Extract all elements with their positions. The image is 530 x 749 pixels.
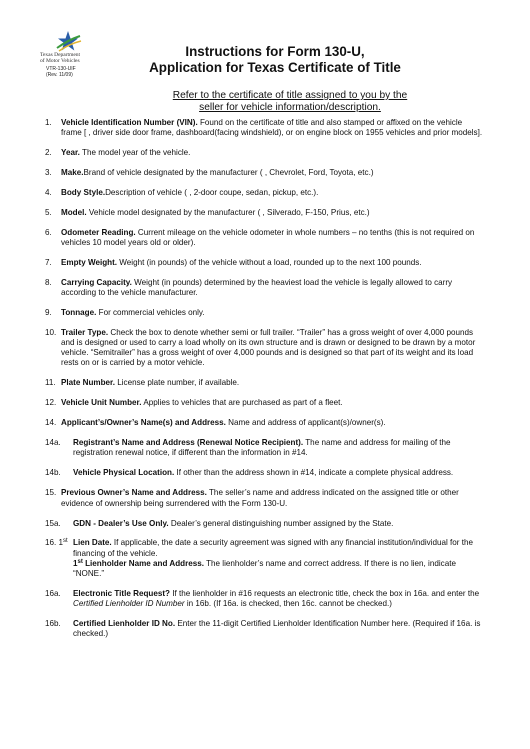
item-desc: Found on the certificate of title and also stamped or affixed on the vehicle frame [ , driver side door frame, dashboard(facing windshield), or on engine block on 1955 vehicles and prior models]. (61, 118, 483, 138)
list-item (45, 488, 483, 508)
item-term: Registrant’s Name and Address (Renewal Notice Recipient). (73, 438, 304, 448)
title-line-1: Instructions for Form 130-U, (185, 44, 365, 59)
revision-date: (Rev. 11/09) (46, 72, 73, 78)
agency-name (40, 52, 80, 64)
item-term: Vehicle Physical Location. (73, 468, 175, 478)
page-subtitle (130, 90, 450, 114)
list-item (45, 188, 483, 198)
item-desc: Applies to vehicles that are purchased as part of a fleet. (141, 398, 343, 408)
item-text (73, 538, 483, 578)
list-item (45, 148, 483, 158)
item-desc: If the lienholder in #16 requests an electronic title, check the box in 16a. and enter the (170, 588, 480, 598)
list-item (45, 168, 483, 178)
item-number: 2. (45, 148, 52, 158)
item-term: GDN - Dealer’s Use Only. (73, 518, 169, 528)
list-item (45, 228, 483, 248)
item-term: Make. (61, 168, 84, 178)
item-desc: License plate number, if available. (114, 378, 240, 388)
item-number: 4. (45, 188, 52, 198)
item-term: Applicant’s/Owner’s Name(s) and Address. (61, 418, 226, 428)
item-desc: For commercial vehicles only. (96, 308, 205, 318)
list-item (45, 208, 483, 218)
star-logo-icon (54, 30, 82, 52)
item-text (61, 308, 483, 318)
item-number: 15a. (45, 518, 61, 528)
item-text (73, 589, 483, 609)
list-item (45, 468, 483, 478)
item-number: 9. (45, 308, 52, 318)
item-desc-cont: in 16b. (If 16a. is checked, then 16c. cannot be checked.) (184, 598, 392, 608)
item-text (61, 168, 483, 178)
list-item (45, 398, 483, 408)
item-text (61, 328, 483, 368)
item-desc: Brand of vehicle designated by the manufacturer ( , Chevrolet, Ford, Toyota, etc.) (83, 168, 374, 178)
form-id: VTR-130-UIF (46, 66, 76, 72)
item-term: Certified Lienholder ID No. (73, 618, 176, 628)
item-text (61, 208, 483, 218)
item-desc: If other than the address shown in #14, indicate a complete physical address. (174, 468, 454, 478)
item-number: 10. (45, 328, 57, 338)
item-number: 6. (45, 228, 52, 238)
item-number: 12. (45, 398, 57, 408)
item-term: Model. (61, 208, 87, 218)
instruction-list (45, 118, 483, 649)
item-desc: If applicable, the date a security agreement was signed with any financial institution/individual for the financing of the vehicle. (73, 538, 473, 558)
item-text (61, 278, 483, 298)
item-number: 7. (45, 258, 52, 268)
list-item-16 (45, 538, 483, 578)
item-term: Vehicle Unit Number. (61, 398, 142, 408)
item-number: 15. (45, 488, 57, 498)
item-number: 8. (45, 278, 52, 288)
item-term: Lien Date. (73, 538, 112, 548)
item-desc: Description of vehicle ( , 2-door coupe, sedan, pickup, etc.). (105, 188, 319, 198)
item-term: Empty Weight. (61, 258, 118, 268)
ordinal-suffix: st (77, 558, 83, 565)
item-number: 3. (45, 168, 52, 178)
title-line-2: Application for Texas Certificate of Title (149, 60, 401, 75)
item-term: Vehicle Identification Number (VIN). (61, 118, 198, 127)
item-desc: Weight (in pounds) of the vehicle without a load, rounded up to the next 100 pounds. (117, 258, 422, 268)
item-number: 16b. (45, 618, 61, 628)
list-item (45, 308, 483, 318)
item-text (61, 418, 483, 428)
item-text (61, 188, 483, 198)
list-item (45, 619, 483, 639)
form-id-block (46, 66, 76, 78)
item-text (61, 148, 483, 158)
subtitle-line-2: seller for vehicle information/description. (199, 102, 381, 113)
item-desc: The seller’s name and address indicated on the assigned title or other evidence of ownership being surrendered with the Form 130-U. (61, 488, 459, 508)
item-desc: Check the box to denote whether semi or full trailer. “Trailer” has a gross weight of over 4,000 pounds and is designed or used to carry a load wholly on its own structure and is drawn or designed to be drawn by a motor vehicle. “Semitrailer” has a gross weight of over 4,000 pounds and is designed so that part of its weight and its load rests on or is carried by a motor vehicle. (61, 328, 476, 368)
item-term: Carrying Capacity. (61, 278, 132, 288)
item-number (45, 538, 69, 578)
list-item (45, 328, 483, 368)
item-term: Body Style. (61, 188, 106, 198)
item-number-text: 1 (73, 558, 78, 568)
item-term: Previous Owner’s Name and Address. (61, 488, 207, 498)
list-item (45, 519, 483, 529)
item-number: 16a. (45, 588, 61, 598)
agency-line-2: of Motor Vehicles (40, 58, 80, 64)
item-number: 14b. (45, 468, 61, 478)
item-desc: Enter the 11-digit Certified Lienholder Identification Number here. (Required if 16a. is checked.) (73, 618, 481, 638)
item-desc: Current mileage on the vehicle odometer in whole numbers – no tenths (this is not required on vehicles 10 model years old or older). (61, 228, 475, 248)
list-item (45, 258, 483, 268)
item-term: Lienholder Name and Address. (85, 558, 204, 568)
item-term: Plate Number. (61, 378, 115, 388)
ordinal-suffix: st (63, 538, 68, 545)
item-text (61, 488, 483, 508)
item-text (73, 619, 483, 639)
list-item (45, 118, 483, 138)
item-text (61, 398, 483, 408)
item-term: Odometer Reading. (61, 228, 136, 238)
item-text (61, 258, 483, 268)
item-text (73, 468, 483, 478)
item-term: Year. (61, 148, 80, 158)
item-number: 11. (45, 378, 56, 388)
item-desc: Weight (in pounds) determined by the heaviest load the vehicle is legally allowed to carry according to the vehicle manufacturer. (61, 278, 453, 298)
subtitle-line-1: Refer to the certificate of title assigned to you by the (172, 90, 408, 101)
item-text (73, 438, 483, 458)
item-number: 1. (45, 118, 52, 127)
list-item (45, 438, 483, 458)
item-term: Tonnage. (61, 308, 97, 318)
item-desc: Vehicle model designated by the manufacturer ( , Silverado, F-150, Prius, etc.) (86, 208, 370, 218)
item-number-text: 16. 1 (45, 538, 64, 548)
item-text (61, 228, 483, 248)
item-emphasis: Certified Lienholder ID Number (73, 598, 185, 608)
item-desc: The model year of the vehicle. (79, 148, 191, 158)
item-number: 14. (45, 418, 57, 428)
page-title (110, 44, 440, 76)
item-desc: Name and address of applicant(s)/owner(s). (225, 418, 386, 428)
item-text (61, 378, 483, 388)
item-desc: The name and address for mailing of the registration renewal notice, if different than the information in #14. (73, 438, 451, 458)
item-number: 14a. (45, 438, 61, 448)
list-item (45, 418, 483, 428)
item-text (73, 519, 483, 529)
list-item (45, 378, 483, 388)
agency-line-1: Texas Department (40, 52, 81, 58)
item-desc: The lienholder’s name and correct address. If there is no lien, indicate “NONE.” (73, 558, 456, 578)
item-number-2 (73, 559, 83, 568)
item-term: Trailer Type. (61, 328, 109, 338)
list-item (45, 589, 483, 609)
item-term: Electronic Title Request? (73, 588, 170, 598)
item-text (61, 118, 483, 138)
item-desc: Dealer’s general distinguishing number assigned by the State. (168, 518, 394, 528)
item-number: 5. (45, 208, 52, 218)
list-item (45, 278, 483, 298)
